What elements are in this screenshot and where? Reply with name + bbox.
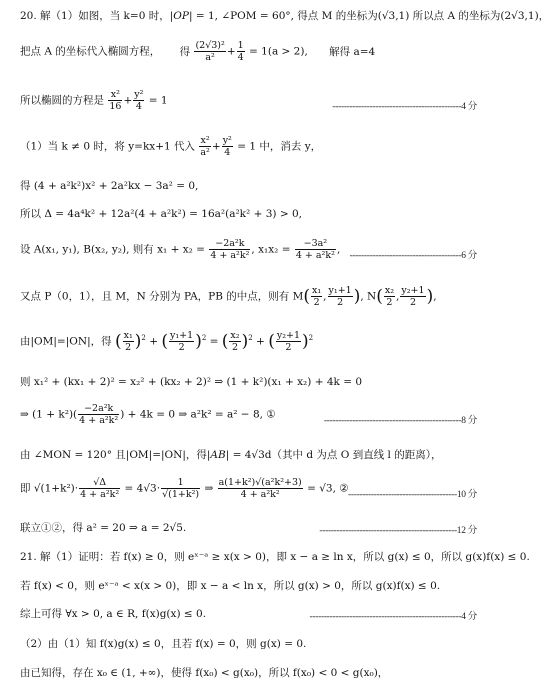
q20-line-6: 所以 Δ = 4a⁴k² + 12a²(4 + a²k²) = 16a²(a²k² + 3) > 0, <box>20 208 302 220</box>
q20-l2-text: 把点 A 的坐标代入椭圆方程， <box>20 45 161 58</box>
q20-l1-text: 20. 解（1）如图，当 k=0 时， <box>20 10 170 22</box>
q20-line-11: ⇒ (1 + k²)( $\frac{\text{−2a²k}}{\text{4 + a²k²}}$ ) + 4k = 0 ⇒ a²k² = a² − 8, ① <box>20 403 276 426</box>
score-marker: --------------------------------------10 分 <box>348 490 477 500</box>
q21-line-3: 综上可得 ∀x > 0, a ∈ R, f(x)g(x) ≤ 0. <box>20 608 207 620</box>
q20-line-2: 把点 A 的坐标代入椭圆方程， 得 $\frac{\text{(2√3)²}}{\text{a²}}$ + $\frac{1}{4}$ = 1(a > 2), 解得 a=4 <box>20 40 376 63</box>
q20-line-14: 联立①②，得 a² = 20 ⇒ a = 2√5. <box>20 522 187 534</box>
score-marker: ------------------------------------------------12 分 <box>319 526 477 536</box>
fraction: $\frac{1}{4}$ <box>237 40 244 63</box>
q20-line-9: 由|OM|=|ON|，得 ( $\frac{\text{x₁}}{2}$ )$^2$ + ( $\frac{\text{y₁+1}}{2}$ )$^2$ = ( $\frac{\text{x₂}}{2}$ )$^2$ + ( $\frac{\text{y₂+1}}{2}$ )$^2$ <box>20 330 314 353</box>
q20-line-12: 由 ∠MON = 120° 且|OM|=|ON|，得|AB| = 4√3d（其中 d 为点 O 到直线 l 的距离）， <box>20 449 442 461</box>
fraction: $\frac{\text{−3a²}}{\text{4 + a²k²}}$ <box>295 238 335 261</box>
q21-line-2: 若 f(x) < 0，则 eˣ⁻ᵃ < x(x > 0)，即 x − a < ln x，所以 g(x) > 0，所以 g(x)f(x) ≤ 0. <box>20 580 441 592</box>
q21-line-5: 由已知得，存在 x₀ ∈ (1, +∞)，使得 f(x₀) < g(x₀)，所以 f(x₀) < 0 < g(x₀)， <box>20 667 389 679</box>
q20-line-5: 得 (4 + a²k²)x² + 2a²kx − 3a² = 0, <box>20 180 199 192</box>
q20-line-13: 即 √(1+k²)· $\frac{√\Delta}{\text{4 + a²k²}}$ = 4√3· $\frac{1}{\text{√(1+k²)}}$ ⇒ $\frac{\text{a(1+k²)√(a²k²+3)}}{\text{4 + a²k²}}$ = √3, ② <box>20 477 349 500</box>
q20-line-4: （1）当 k ≠ 0 时，将 y=kx+1 代入 $\frac{\text{x²}}{\text{a²}}$ + $\frac{\text{y²}}{4}$ = 1 中，消去 y， <box>20 135 322 158</box>
score-marker: ------------------------------------------------8 分 <box>323 416 477 426</box>
fraction: $\frac{\text{x²}}{16}$ <box>109 89 122 112</box>
fraction: $\frac{\text{x²}}{\text{a²}}$ <box>200 135 210 158</box>
q21-line-4: （2）由（1）知 f(x)g(x) ≤ 0，且若 f(x) = 0，则 g(x) = 0. <box>20 638 307 650</box>
fraction: $\frac{\text{−2a²k}}{\text{4 + a²k²}}$ <box>210 238 250 261</box>
q20-line-7: 设 A(x₁, y₁), B(x₂, y₂), 则有 x₁ + x₂ = $\frac{\text{−2a²k}}{\text{4 + a²k²}}$ , x₁x₂ = $\frac{\text{−3a²}}{\text{4 + a²k²}}$ , <box>20 238 341 261</box>
q21-line-1: 21. 解（1）证明：若 f(x) ≥ 0，则 eˣ⁻ᵃ ≥ x(x > 0)，即 x − a ≥ ln x，所以 g(x) ≤ 0，所以 g(x)f(x) ≤ 0. <box>20 551 530 563</box>
q20-l2-solution: 解得 a=4 <box>329 45 376 58</box>
q20-l1-rest: = 1, ∠POM = 60°, 得点 M 的坐标为(√3,1) 所以点 A 的坐标为(2√3,1)， <box>192 10 549 22</box>
fraction: $\frac{\text{y²}}{4}$ <box>222 135 232 158</box>
q20-line-8: 又点 P（0，1），且 M，N 分别为 PA，PB 的中点，则有 M( $\frac{\text{x₁}}{2}$ , $\frac{\text{y₁+1}}{2}$ ), N( $\frac{\text{x₂}}{2}$ , $\frac{\text{y₂+1}}{2}$ ), <box>20 285 437 308</box>
fraction: $\frac{\text{y²}}{4}$ <box>134 89 144 112</box>
q20-line-1 <box>20 8 549 23</box>
q20-line-3: 所以椭圆的方程是 $\frac{\text{x²}}{16}$ + $\frac{\text{y²}}{4}$ = 1 <box>20 89 168 112</box>
fraction: $\frac{\text{(2√3)²}}{\text{a²}}$ <box>195 40 225 63</box>
q20-l1-abs: |OP| <box>169 10 193 22</box>
q20-line-10: 则 x₁² + (kx₁ + 2)² = x₂² + (kx₂ + 2)² ⇒ (1 + k²)(x₁ + x₂) + 4k = 0 <box>20 376 363 388</box>
score-marker: ---------------------------------------6 分 <box>349 251 477 261</box>
score-marker: ---------------------------------------------4 分 <box>332 102 477 112</box>
q20-l2-de: 得 <box>179 45 191 58</box>
score-marker: -----------------------------------------------------4 分 <box>309 612 477 622</box>
fraction: $\frac{\text{−2a²k}}{\text{4 + a²k²}}$ <box>79 403 119 426</box>
